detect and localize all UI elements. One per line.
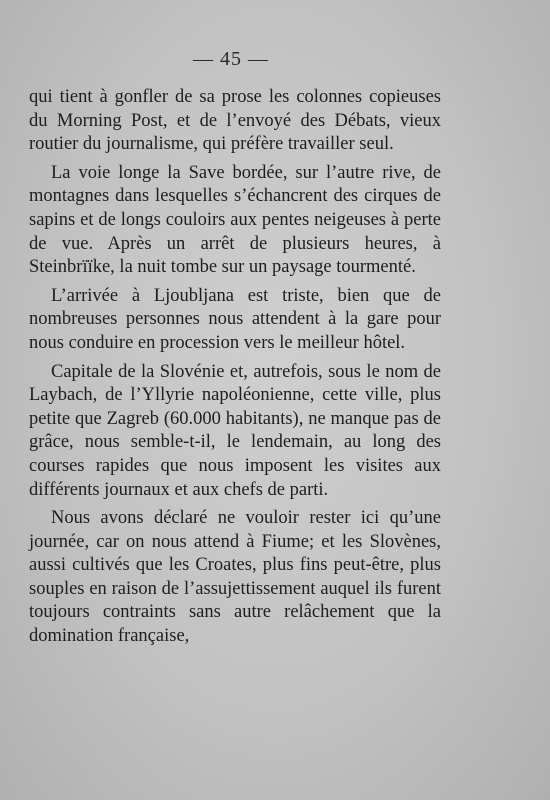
page-number: — 45 — [193, 48, 269, 70]
paragraph-2: La voie longe la Save bordée, sur l’autre rive, de montagnes dans lesquelles s’échancrent des cirques de sapins et de longs couloirs aux pentes neigeuses à perte de vue. Après un arrêt de plusieurs heures, à Steinbrïïke, la nuit tombe sur un paysage tourmenté. [29, 162, 441, 278]
paragraph-5: Nous avons déclaré ne vouloir rester ici qu’une journée, car on nous attend à Fiume; et les Slovènes, aussi cultivés que les Croates, plus fins peut-être, plus souples en raison de l’assujettissement auquel ils furent toujours contraints sans autre relâchement que la domination française, [29, 508, 441, 647]
page-body-text [29, 86, 441, 649]
paragraph-1: qui tient à gonfler de sa prose les colonnes copieuses du Morning Post, et de l’envoyé des Débats, vieux routier du journalisme, qui préfère travailler seul. [29, 87, 441, 155]
paragraph-3: L’arrivée à Ljoubljana est triste, bien que de nombreuses personnes nous attendent à la gare pour nous conduire en procession vers le meilleur hôtel. [29, 285, 441, 353]
paragraph-4: Capitale de la Slovénie et, autrefois, sous le nom de Laybach, de l’Yllyrie napoléonienne, cette ville, plus petite que Zagreb (60.000 habitants), ne manque pas de grâce, nous semble-t-il, le lendemain, au long des courses rapides que nous imposent les visites aux différents journaux et aux chefs de parti. [29, 361, 441, 500]
